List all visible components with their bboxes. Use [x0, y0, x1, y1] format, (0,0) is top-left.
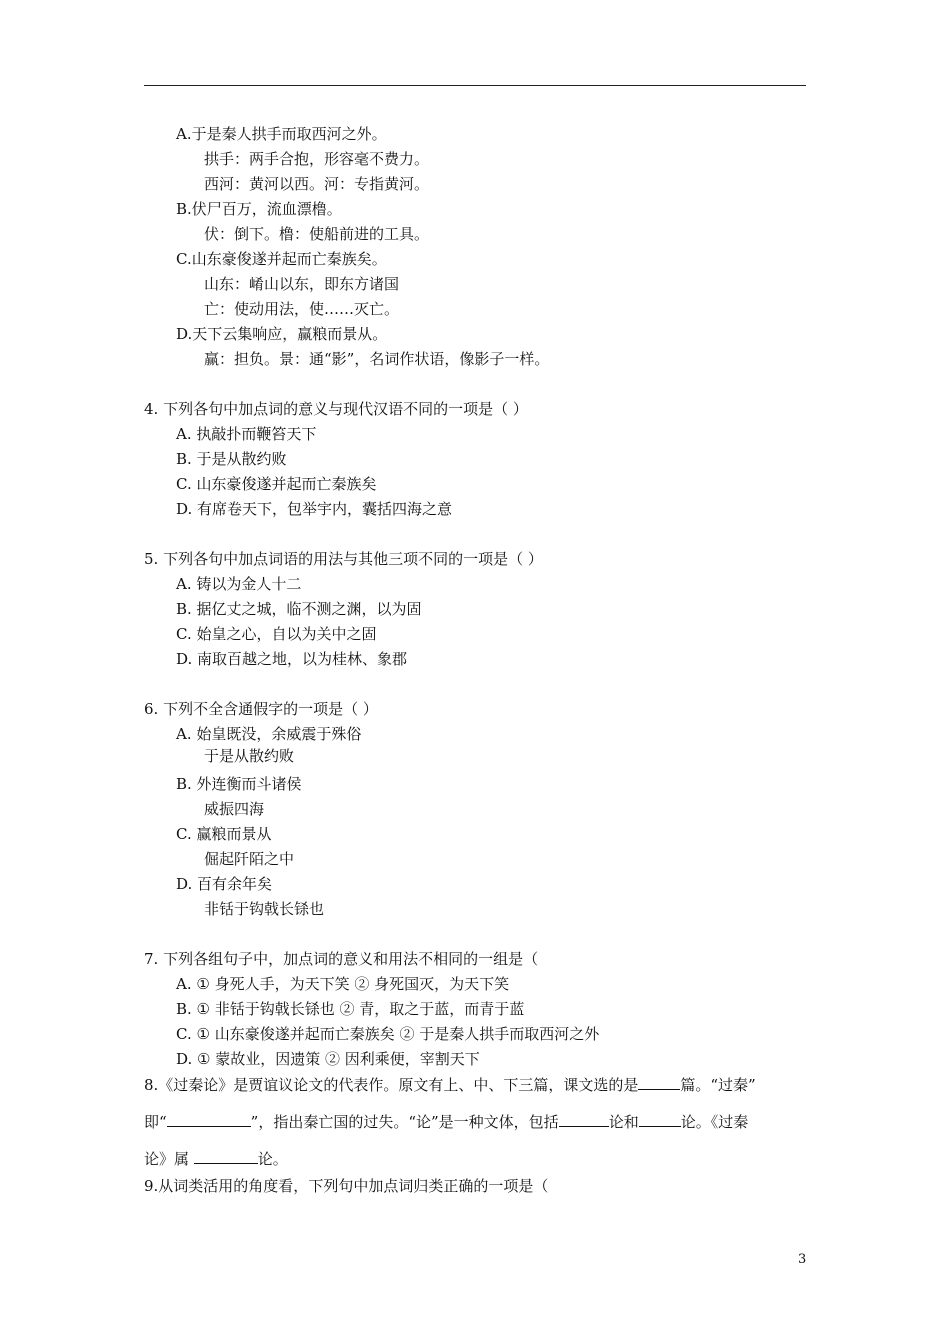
q4-option: D. 有席卷天下，包举宇内，囊括四海之意 [176, 500, 453, 518]
q8-blank-4[interactable] [639, 1112, 681, 1127]
q5-stem: 5. 下列各句中加点词语的用法与其他三项不同的一项是（ ） [144, 550, 543, 568]
q6-stem: 6. 下列不全含通假字的一项是（ ） [144, 700, 378, 718]
header-rule [144, 85, 806, 86]
q8-text: 论》属 [144, 1150, 194, 1168]
q4-stem: 4. 下列各句中加点词的意义与现代汉语不同的一项是（ ） [144, 400, 528, 418]
q8-blank-2[interactable] [167, 1112, 251, 1127]
q6-option-c-line2: 倔起阡陌之中 [204, 850, 295, 868]
q3-option-d: D.天下云集响应，赢粮而景从。 [176, 325, 388, 343]
q8-text: 篇。“过秦” [680, 1076, 756, 1094]
q7-option-c: C. ① 山东豪俊遂并起而亡秦族矣 ② 于是秦人拱手而取西河之外 [176, 1025, 600, 1043]
q6-option-b-line2: 威振四海 [204, 800, 265, 818]
q6-option-c: C. 赢粮而景从 [176, 825, 272, 843]
q6-option-b: B. 外连衡而斗诸侯 [176, 775, 302, 793]
q3-note: 亡：使动用法，使……灭亡。 [204, 300, 400, 318]
q8-text: ”，指出秦亡国的过失。“论”是一种文体，包括 [250, 1113, 559, 1131]
q8-text: 即“ [144, 1113, 167, 1131]
q3-note: 山东：崤山以东，即东方诸国 [204, 275, 400, 293]
q3-note: 赢：担负。景：通“影”，名词作状语，像影子一样。 [204, 350, 550, 368]
q7-option-b: B. ① 非铦于钩戟长铩也 ② 青，取之于蓝，而青于蓝 [176, 1000, 525, 1018]
q8-text: 论。 [257, 1150, 288, 1168]
q8-line1 [144, 1075, 756, 1094]
q7-option-d: D. ① 蒙故业，因遗策 ② 因利乘便，宰割天下 [176, 1050, 480, 1068]
q4-option: A. 执敲扑而鞭笞天下 [176, 425, 317, 443]
q3-option-a: A.于是秦人拱手而取西河之外。 [176, 125, 387, 143]
q3-note: 拱手：两手合抱，形容毫不费力。 [204, 150, 430, 168]
q5-option: C. 始皇之心，自以为关中之固 [176, 625, 377, 643]
q8-blank-3[interactable] [559, 1112, 609, 1127]
q4-option: C. 山东豪俊遂并起而亡秦族矣 [176, 475, 377, 493]
q8-text: 论和 [608, 1113, 639, 1131]
q8-text: 8.《过秦论》是贾谊议论文的代表作。原文有上、中、下三篇，课文选的是 [144, 1076, 639, 1094]
q8-blank-1[interactable] [638, 1075, 680, 1090]
q4-option: B. 于是从散约败 [176, 450, 287, 468]
page-number: 3 [798, 1252, 807, 1267]
q6-option-d: D. 百有余年矣 [176, 875, 273, 893]
q9-stem: 9.从词类活用的角度看，下列句中加点词归类正确的一项是（ [144, 1177, 549, 1195]
q8-text: 论。《过秦 [680, 1113, 749, 1131]
q5-option: A. 铸以为金人十二 [176, 575, 302, 593]
q7-option-a: A. ① 身死人手，为天下笑 ② 身死国灭，为天下笑 [176, 975, 510, 993]
q3-option-b: B.伏尸百万，流血漂橹。 [176, 200, 342, 218]
q3-option-c: C.山东豪俊遂并起而亡秦族矣。 [176, 250, 387, 268]
q6-option-a-line2: 于是从散约败 [204, 747, 295, 765]
q3-note: 伏：倒下。橹：使船前进的工具。 [204, 225, 430, 243]
q5-option: D. 南取百越之地，以为桂林、象郡 [176, 650, 408, 668]
q5-option: B. 据亿丈之城，临不测之渊，以为固 [176, 600, 422, 618]
q6-option-a: A. 始皇既没，余威震于殊俗 [176, 725, 362, 743]
q3-note: 西河：黄河以西。河：专指黄河。 [204, 175, 430, 193]
q8-line2 [144, 1112, 748, 1131]
q8-blank-5[interactable] [194, 1149, 258, 1164]
q8-line3 [144, 1149, 288, 1168]
q7-stem: 7. 下列各组句子中，加点词的意义和用法不相同的一组是（ [144, 950, 539, 968]
q6-option-d-line2: 非铦于钩戟长铩也 [204, 900, 325, 918]
